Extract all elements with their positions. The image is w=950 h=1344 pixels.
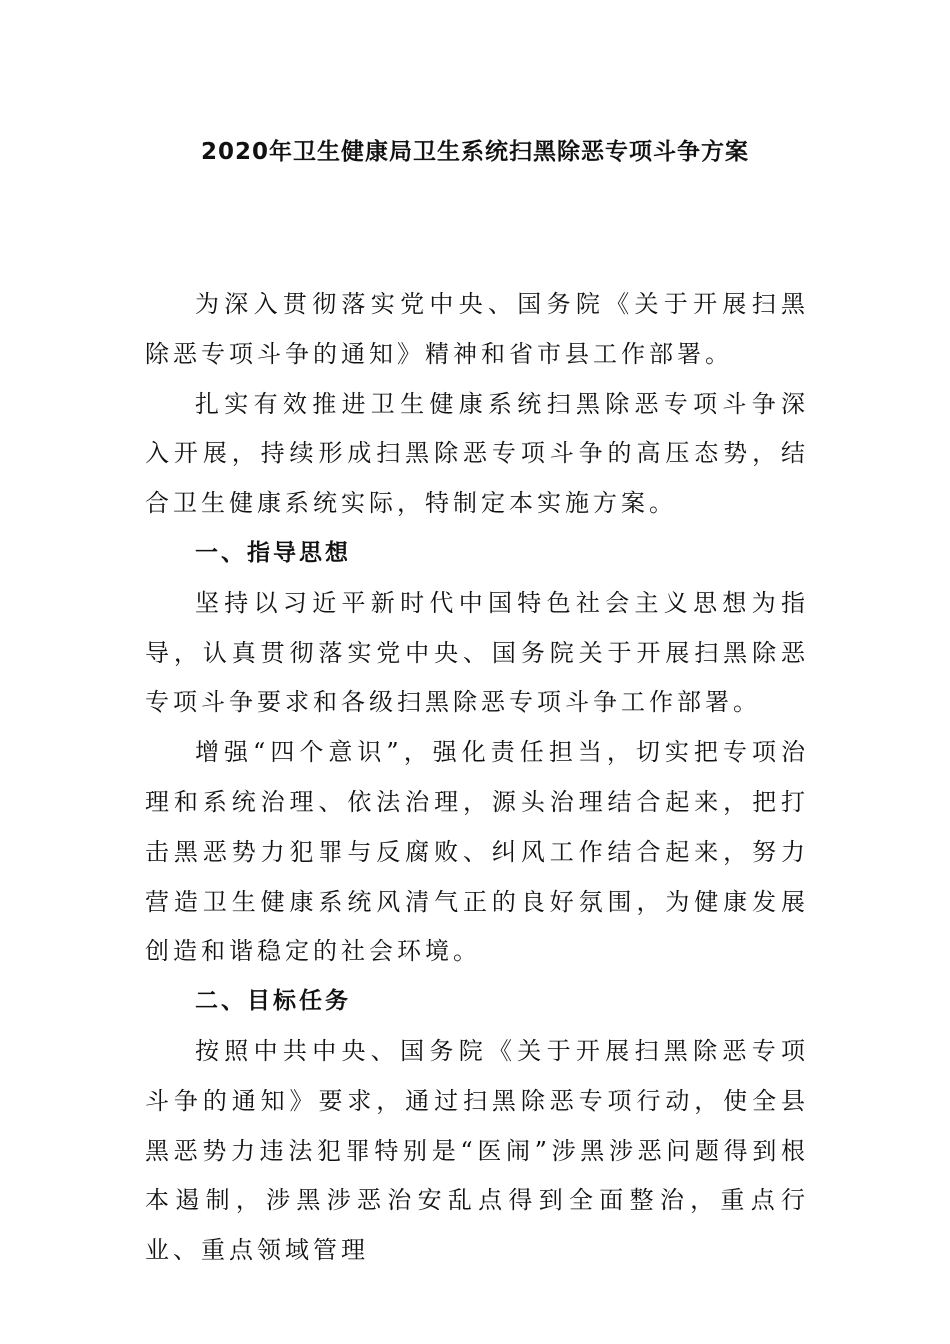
paragraph-purpose: 扎实有效推进卫生健康系统扫黑除恶专项斗争深入开展，持续形成扫黑除恶专项斗争的高压态势，结合卫生健康系统实际，特制定本实施方案。 [145,389,809,518]
paragraph-intro: 为深入贯彻落实党中央、国务院《关于开展扫黑除恶专项斗争的通知》精神和省市县工作部署。 [145,290,809,368]
document-body [145,280,809,1276]
paragraph-objectives: 按照中共中央、国务院《关于开展扫黑除恶专项斗争的通知》要求，通过扫黑除恶专项行动，使全县黑恶势力违法犯罪特别是“医闹”涉黑涉恶问题得到根本遏制，涉黑涉恶治安乱点得到全面整治，重点行业、重点领域管理 [145,1036,809,1265]
paragraph-four-consciousness: 增强“四个意识”，强化责任担当，切实把专项治理和系统治理、依法治理，源头治理结合起来，把打击黑恶势力犯罪与反腐败、纠风工作结合起来，努力营造卫生健康系统风清气正的良好氛围，为健康发展创造和谐稳定的社会环境。 [145,738,809,966]
paragraph-guiding-ideology: 坚持以习近平新时代中国特色社会主义思想为指导，认真贯彻落实党中央、国务院关于开展扫黑除恶专项斗争要求和各级扫黑除恶专项斗争工作部署。 [145,588,809,717]
section-heading-guiding-ideology: 一、指导思想 [195,539,351,566]
section-heading-objectives: 二、目标任务 [195,988,351,1015]
document-title: 2020年卫生健康局卫生系统扫黑除恶专项斗争方案 [200,139,749,165]
